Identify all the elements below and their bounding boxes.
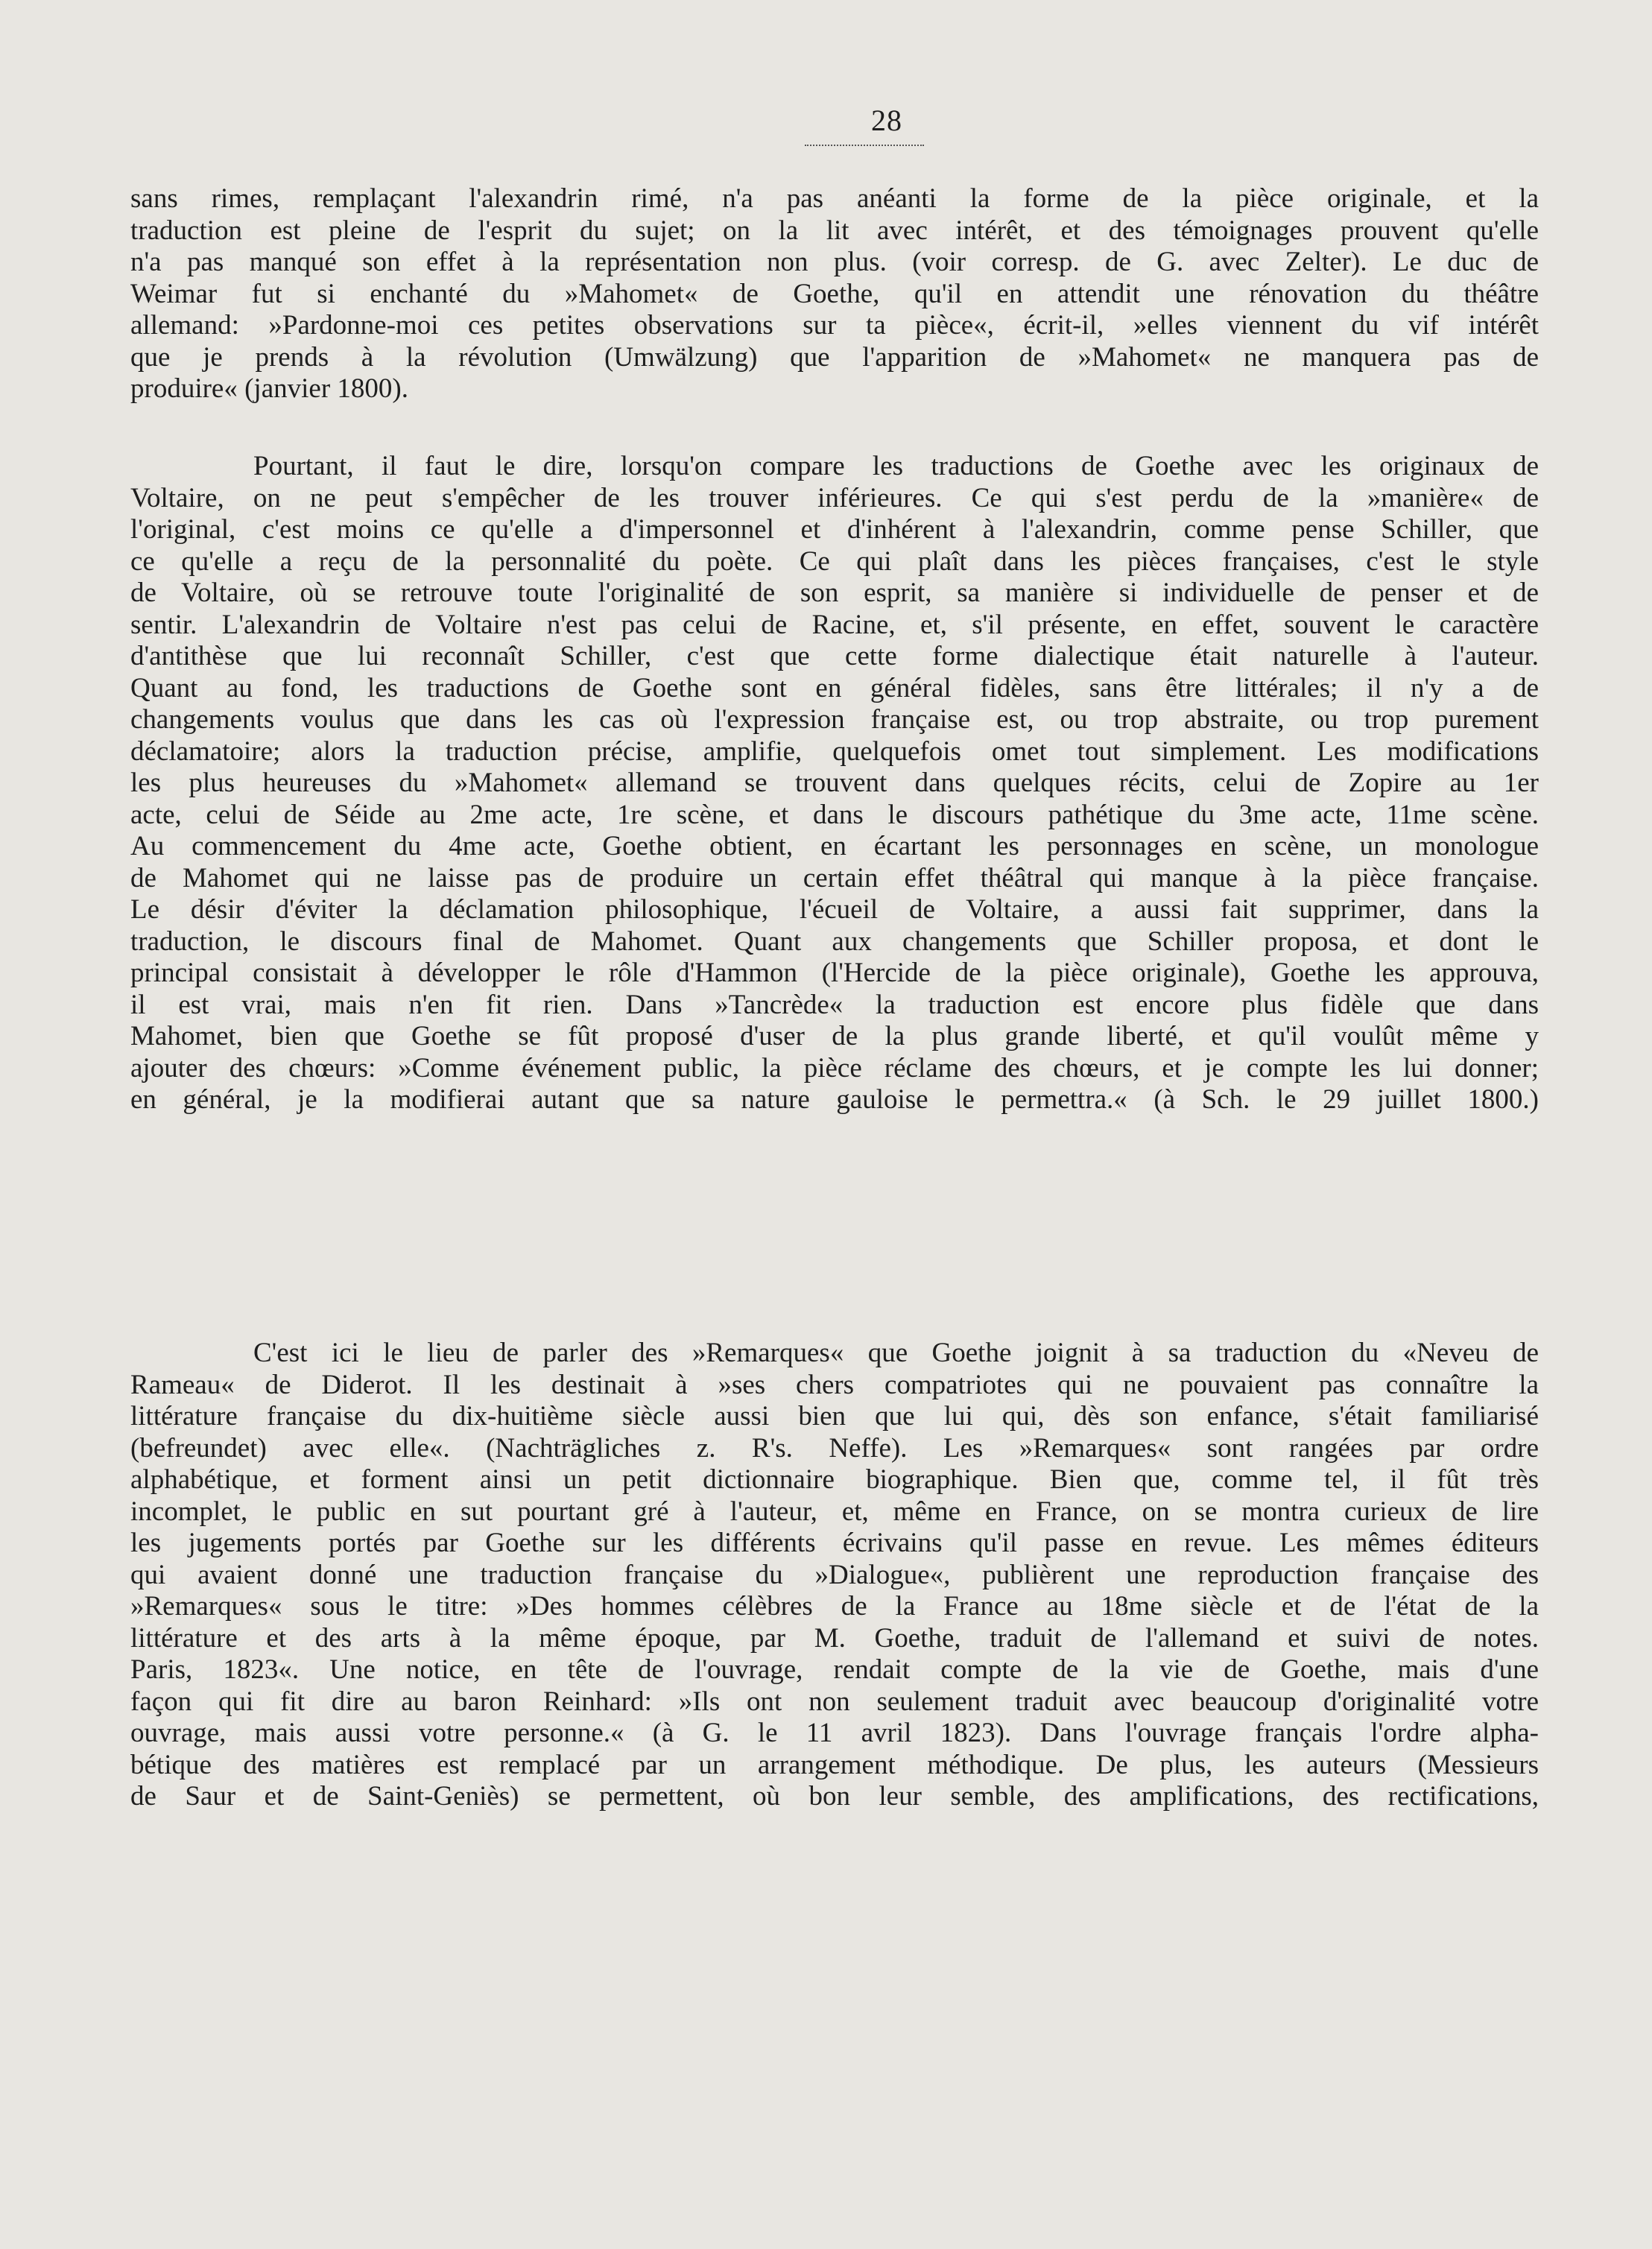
text-line: façon qui fit dire au baron Reinhard: »Ils ont non seulement traduit avec beaucoup d'originalité votre bbox=[130, 1686, 1539, 1717]
text-line: n'a pas manqué son effet à la représentation non plus. (voir corresp. de G. avec Zelter). Le duc de bbox=[130, 247, 1539, 277]
text-line: Rameau« de Diderot. Il les destinait à »ses chers compatriotes qui ne pouvaient pas connaître la bbox=[130, 1369, 1539, 1400]
text-line: alphabétique, et forment ainsi un petit dictionnaire biographique. Bien que, comme tel, il fût très bbox=[130, 1464, 1539, 1495]
text-line: traduction est pleine de l'esprit du sujet; on la lit avec intérêt, et des témoignages prouvent qu'elle bbox=[130, 215, 1539, 246]
text-line: traduction, le discours final de Mahomet. Quant aux changements que Schiller proposa, et dont le bbox=[130, 926, 1539, 957]
text-line: sentir. L'alexandrin de Voltaire n'est pas celui de Racine, et, s'il présente, en effet, souvent le caractère bbox=[130, 609, 1539, 640]
text-line: C'est ici le lieu de parler des »Remarques« que Goethe joignit à sa traduction du «Neveu de bbox=[253, 1338, 1539, 1368]
text-line: Mahomet, bien que Goethe se fût proposé d'user de la plus grande liberté, et qu'il voulût même y bbox=[130, 1021, 1539, 1051]
page-number-underline bbox=[805, 145, 924, 146]
text-line: les jugements portés par Goethe sur les différents écrivains qu'il passe en revue. Les mêmes éditeurs bbox=[130, 1528, 1539, 1558]
text-line: allemand: »Pardonne-moi ces petites observations sur ta pièce«, écrit-il, »elles viennent du vif intérêt bbox=[130, 310, 1539, 341]
text-line: ouvrage, mais aussi votre personne.« (à G. le 11 avril 1823). Dans l'ouvrage français l'ordre alpha- bbox=[130, 1718, 1539, 1748]
text-line: les plus heureuses du »Mahomet« allemand se trouvent dans quelques récits, celui de Zopire au 1er bbox=[130, 768, 1539, 798]
text-line: de Mahomet qui ne laisse pas de produire un certain effet théâtral qui manque à la pièce française. bbox=[130, 862, 1539, 893]
text-line: qui avaient donné une traduction française du »Dialogue«, publièrent une reproduction française des bbox=[130, 1559, 1539, 1590]
text-line: changements voulus que dans les cas où l'expression française est, ou trop abstraite, ou trop purement bbox=[130, 704, 1539, 735]
paragraph-remarques bbox=[130, 1338, 1539, 1813]
text-line: Pourtant, il faut le dire, lorsqu'on compare les traductions de Goethe avec les originaux de bbox=[253, 451, 1539, 481]
text-line: il est vrai, mais n'en fit rien. Dans »Tancrède« la traduction est encore plus fidèle que dans bbox=[130, 989, 1539, 1020]
text-line: littérature et des arts à la même époque, par M. Goethe, traduit de l'allemand et suivi de notes. bbox=[130, 1622, 1539, 1654]
text-line: déclamatoire; alors la traduction précise, amplifie, quelquefois omet tout simplement. Les modifications bbox=[130, 736, 1539, 767]
paragraph-translations bbox=[130, 451, 1539, 1116]
text-line: bétique des matières est remplacé par un arrangement méthodique. De plus, les auteurs (Messieurs bbox=[130, 1749, 1539, 1780]
text-line: principal consistait à développer le rôle d'Hammon (l'Hercide de la pièce originale), Goethe les approuva, bbox=[130, 958, 1539, 988]
text-line: ce qu'elle a reçu de la personnalité du poète. Ce qui plaît dans les pièces françaises, c'est le style bbox=[130, 545, 1539, 577]
text-line: littérature française du dix-huitième siècle aussi bien que lui qui, dès son enfance, s'était familiarisé bbox=[130, 1401, 1539, 1432]
text-line: d'antithèse que lui reconnaît Schiller, c'est que cette forme dialectique était naturelle à l'auteur. bbox=[130, 641, 1539, 671]
text-line: de Saur et de Saint-Geniès) se permettent, où bon leur semble, des amplifications, des rectifications, bbox=[130, 1781, 1539, 1812]
text-line: Paris, 1823«. Une notice, en tête de l'ouvrage, rendait compte de la vie de Goethe, mais d'une bbox=[130, 1654, 1539, 1685]
text-line: de Voltaire, où se retrouve toute l'originalité de son esprit, sa manière si individuelle de penser et de bbox=[130, 578, 1539, 608]
text-line: (befreundet) avec elle«. (Nachträgliches z. R's. Neffe). Les »Remarques« sont rangées par ordre bbox=[130, 1432, 1539, 1464]
text-line: produire« (janvier 1800). bbox=[130, 373, 408, 404]
text-line: ajouter des chœurs: »Comme événement public, la pièce réclame des chœurs, et je compte les lui donner; bbox=[130, 1052, 1539, 1084]
text-line: Quant au fond, les traductions de Goethe sont en général fidèles, sans être littérales; il n'y a de bbox=[130, 672, 1539, 703]
text-line: incomplet, le public en sut pourtant gré à l'auteur, et, même en France, on se montra curieux de lire bbox=[130, 1496, 1539, 1527]
text-line: »Remarques« sous le titre: »Des hommes célèbres de la France au 18me siècle et de l'état de la bbox=[130, 1591, 1539, 1622]
text-line: l'original, c'est moins ce qu'elle a d'impersonnel et d'inhérent à l'alexandrin, comme pense Schiller, que bbox=[130, 514, 1539, 545]
text-line: Voltaire, on ne peut s'empêcher de les trouver inférieures. Ce qui s'est perdu de la »manière« de bbox=[130, 482, 1539, 513]
paragraph-continuation bbox=[130, 183, 1539, 405]
text-line: Le désir d'éviter la déclamation philosophique, l'écueil de Voltaire, a aussi fait supprimer, dans la bbox=[130, 894, 1539, 925]
text-line: sans rimes, remplaçant l'alexandrin rimé, n'a pas anéanti la forme de la pièce originale, et la bbox=[130, 183, 1539, 214]
text-line: que je prends à la révolution (Umwälzung) que l'apparition de »Mahomet« ne manquera pas de bbox=[130, 341, 1539, 373]
text-line: Weimar fut si enchanté du »Mahomet« de Goethe, qu'il en attendit une rénovation du théâtre bbox=[130, 278, 1539, 309]
text-line: acte, celui de Séide au 2me acte, 1re scène, et dans le discours pathétique du 3me acte, 11me scène. bbox=[130, 799, 1539, 830]
text-line: Au commencement du 4me acte, Goethe obtient, en écartant les personnages en scène, un monologue bbox=[130, 831, 1539, 861]
page-number: 28 bbox=[871, 104, 902, 137]
text-line: en général, je la modifierai autant que sa nature gauloise le permettra.« (à Sch. le 29 juillet 1800.) bbox=[130, 1084, 1539, 1115]
